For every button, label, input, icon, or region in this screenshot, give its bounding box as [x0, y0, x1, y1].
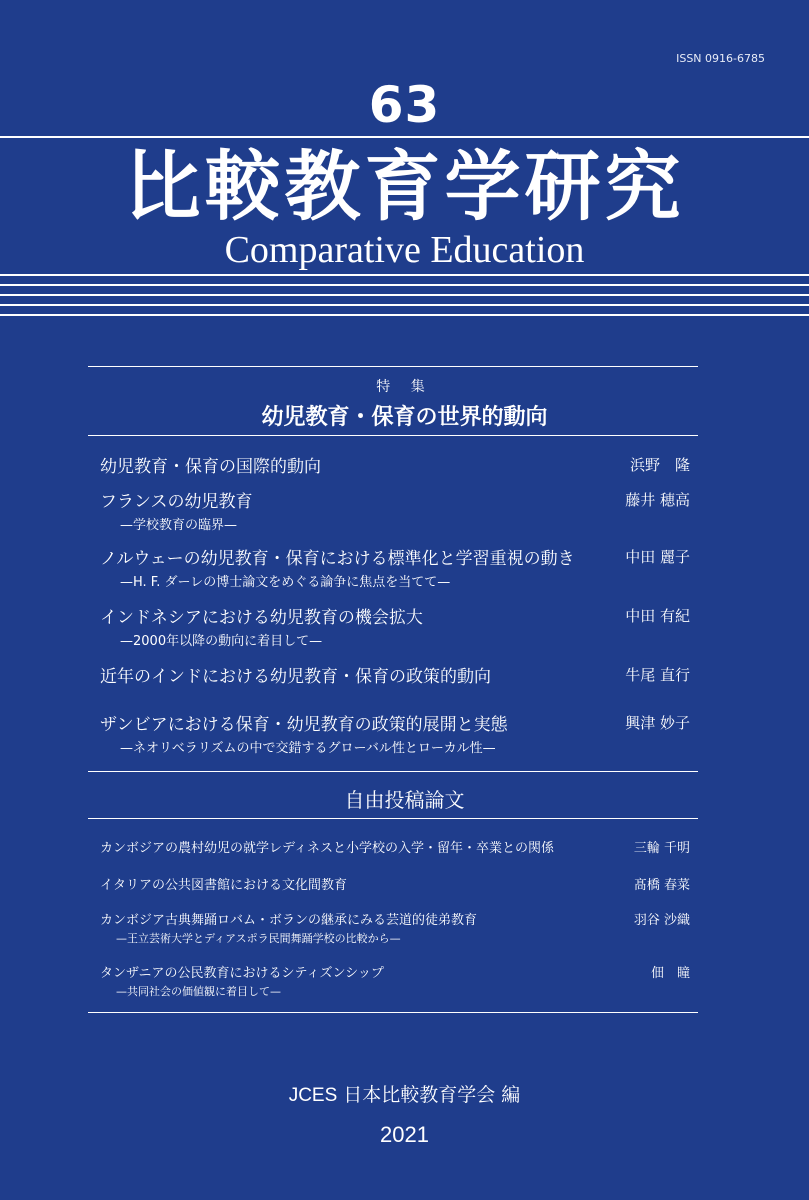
volume-number: 63: [368, 76, 441, 134]
journal-title-en: Comparative Education: [224, 229, 585, 271]
jces-logo: JCES: [288, 1085, 338, 1106]
article-title: フランスの幼児教育: [100, 492, 253, 512]
article-title: 幼児教育・保育の国際的動向: [100, 457, 321, 477]
divider-line: [0, 284, 809, 286]
publisher-name: 日本比較教育学会 編: [343, 1084, 521, 1106]
feature-article: [100, 603, 690, 649]
feature-label: 特 集: [376, 379, 433, 395]
divider-line: [0, 136, 809, 138]
article-author: 佃 瞳: [650, 966, 690, 981]
article-author: 三輪 千明: [633, 841, 690, 856]
article-author: 牛尾 直行: [625, 666, 690, 684]
submission-article: [100, 837, 690, 856]
publisher-line: [0, 1080, 809, 1107]
article-subtitle: —王立芸術大学とディアスポラ民間舞踊学校の比較から—: [116, 932, 401, 945]
feature-title: 幼児教育・保育の世界的動向: [261, 405, 548, 430]
article-subtitle: —2000年以降の動向に着目して—: [120, 634, 323, 649]
section-rule: [88, 771, 698, 772]
article-author: 羽谷 沙織: [633, 913, 690, 928]
toc-top-rule: [88, 366, 698, 367]
article-title: ノルウェーの幼児教育・保育における標準化と学習重視の動き: [100, 549, 575, 569]
article-subtitle: —学校教育の臨界—: [120, 518, 238, 533]
article-author: 浜野 隆: [629, 456, 690, 474]
article-title: 近年のインドにおける幼児教育・保育の政策的動向: [100, 667, 491, 687]
article-author: 興津 妙子: [625, 714, 690, 732]
article-subtitle: —ネオリベラリズムの中で交錯するグローバル性とローカル性—: [120, 741, 496, 756]
feature-rule: [88, 435, 698, 436]
feature-article: [100, 662, 690, 687]
feature-article: [100, 487, 690, 533]
article-author: 髙橋 春菜: [633, 878, 690, 893]
article-subtitle: —共同社会の価値観に着目して—: [116, 985, 281, 998]
journal-title-ja: 比較教育学研究: [124, 142, 685, 231]
submission-article: [100, 962, 690, 999]
article-title: イタリアの公共図書館における文化間教育: [100, 878, 348, 893]
article-title: ザンビアにおける保育・幼児教育の政策的展開と実態: [100, 715, 508, 735]
submission-article: [100, 909, 690, 946]
section-rule: [88, 818, 698, 819]
article-author: 中田 麗子: [625, 548, 690, 566]
divider-line: [0, 314, 809, 316]
article-subtitle: —H. F. ダーレの博士論文をめぐる論争に焦点を当てて—: [120, 575, 451, 590]
divider-line: [0, 294, 809, 296]
article-title: カンボジアの農村幼児の就学レディネスと小学校の入学・留年・卒業との関係: [100, 841, 554, 856]
divider-line: [0, 274, 809, 276]
feature-article: [100, 544, 690, 590]
submission-article: [100, 874, 690, 893]
issn: ISSN 0916-6785: [676, 52, 765, 65]
article-title: カンボジア古典舞踊ロバム・ボランの継承にみる芸道的徒弟教育: [100, 913, 478, 928]
article-author: 藤井 穂高: [625, 491, 690, 509]
article-title: インドネシアにおける幼児教育の機会拡大: [100, 608, 423, 628]
article-author: 中田 有紀: [625, 607, 690, 625]
feature-article: [100, 710, 690, 756]
publication-year: 2021: [380, 1122, 429, 1147]
submissions-title: 自由投稿論文: [344, 788, 465, 812]
feature-article: [100, 452, 690, 477]
toc-bottom-rule: [88, 1012, 698, 1013]
divider-line: [0, 304, 809, 306]
article-title: タンザニアの公民教育におけるシティズンシップ: [100, 966, 384, 981]
